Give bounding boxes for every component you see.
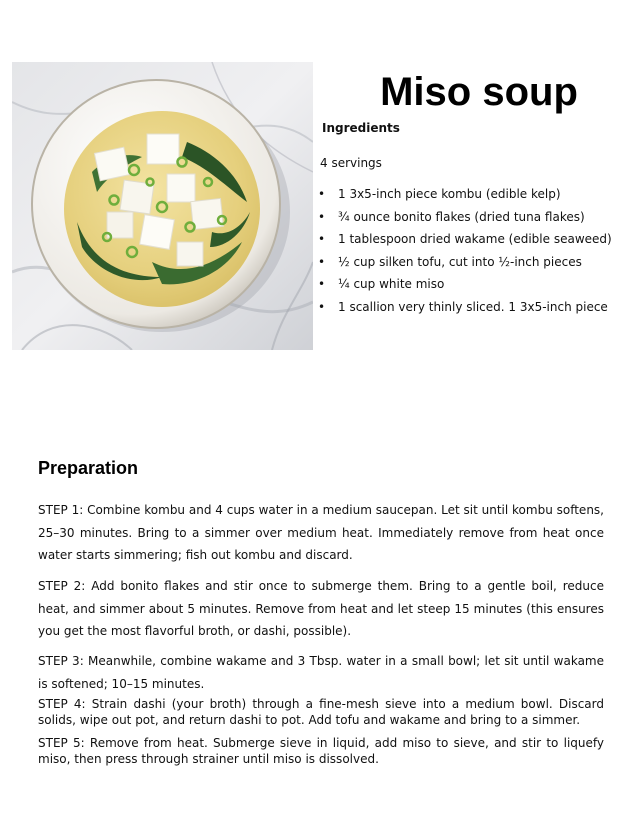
bullet-icon: • [318,277,326,292]
ingredient-item [318,274,638,297]
miso-soup-photo [12,62,313,350]
bullet-icon: • [318,254,326,269]
preparation-step: STEP 1: Combine kombu and 4 cups water in a medium saucepan. Let sit until kombu softens, 25–30 minutes. Bring to a simmer over medium heat. Immediately remove from heat once water starts simmering; fish out kombu and discard. [38,503,604,562]
ingredient-item [318,207,638,230]
ingredient-text: 1 3x5-inch piece kombu (edible kelp) [338,187,561,201]
ingredients-heading: Ingredients [322,121,400,135]
ingredient-text: 1 scallion very thinly sliced. 1 3x5-inch piece [338,299,608,314]
miso-soup-illustration [12,62,313,350]
preparation-step: STEP 2: Add bonito flakes and stir once to submerge them. Bring to a gentle boil, reduce heat, and simmer about 5 minutes. Remove from heat and let steep 15 minutes (this ensures you get the most flavorful broth, or dashi, possible). [38,579,604,638]
bullet-icon: • [318,209,326,224]
ingredient-text: 1 tablespoon dried wakame (edible seaweed) [338,232,612,247]
ingredient-item [318,229,638,252]
preparation-step: STEP 3: Meanwhile, combine wakame and 3 Tbsp. water in a small bowl; let sit until wakame is softened; 10–15 minutes. [38,654,604,691]
ingredients-list [318,184,638,320]
ingredient-text: ½ cup silken tofu, cut into ½-inch pieces [338,254,582,269]
ingredient-text: ¼ cup white miso [338,277,445,292]
preparation-step: STEP 5: Remove from heat. Submerge sieve in liquid, add miso to sieve, and stir to liquefy miso, then press through strainer until miso is dissolved. [38,736,604,766]
ingredient-item [318,297,638,320]
bullet-icon: • [318,232,326,247]
ingredient-item [318,252,638,275]
preparation-step: STEP 4: Strain dashi (your broth) through a fine-mesh sieve into a medium bowl. Discard solids, wipe out pot, and return dashi to pot. Add tofu and wakame and bring to a simmer. [38,697,604,727]
recipe-title: Miso soup [380,70,578,114]
servings-text: 4 servings [320,156,382,170]
bullet-icon: • [318,299,326,314]
ingredient-item [318,184,638,207]
ingredient-text: ¾ ounce bonito flakes (dried tuna flakes) [338,209,585,224]
bullet-icon: • [318,187,326,201]
preparation-heading: Preparation [38,458,139,478]
